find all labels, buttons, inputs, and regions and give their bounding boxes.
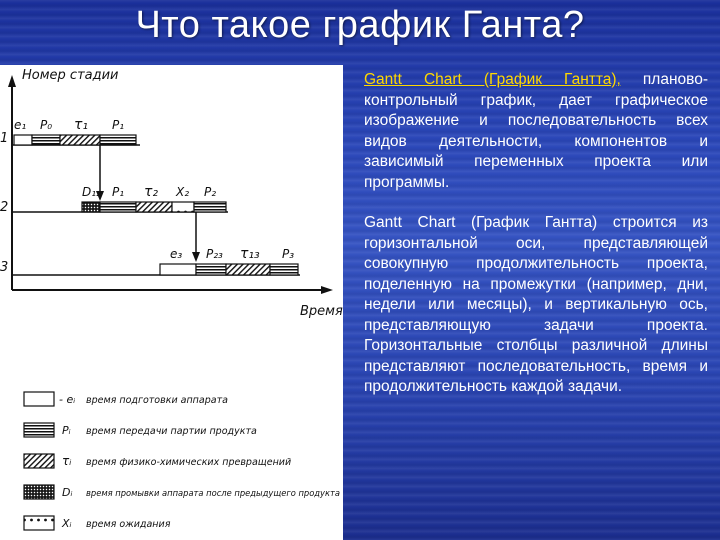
y-axis-label: Номер стадии xyxy=(22,68,119,83)
label-e1: e₁ xyxy=(14,118,27,132)
stage-3-bars xyxy=(160,246,298,275)
stage-1-bars xyxy=(14,117,136,145)
construction-paragraph: Gantt Chart (График Гантта) строится из горизонтальной оси, представляющей совокупную продолжительность проекта, поделенную на промежутки (например, дни, недели или месяцы), и вертикальную ось, представляющую задачи проекта. Горизонтальные столбцы различной длины представляют последовательность, время и продолжительность каждой задачи. xyxy=(364,214,708,395)
label-tau1: τ₁ xyxy=(74,117,89,133)
bar-p1-2 xyxy=(100,202,136,212)
legend-item-setup xyxy=(24,392,228,406)
legend xyxy=(24,392,340,530)
bar-d12 xyxy=(82,202,100,212)
bar-p0 xyxy=(32,135,60,145)
legend-sym-waiting: Xᵢ xyxy=(62,517,72,530)
label-e3: e₃ xyxy=(170,247,183,261)
label-tau13: τ₁₃ xyxy=(240,246,260,262)
label-p2: P₂ xyxy=(204,185,217,199)
label-p1: P₁ xyxy=(112,118,125,132)
label-p1-2: P₁ xyxy=(112,185,125,199)
legend-item-transfer xyxy=(24,423,257,437)
bar-e3 xyxy=(160,264,196,275)
label-p0: P₀ xyxy=(40,118,53,132)
label-p23: P₂₃ xyxy=(206,247,223,261)
row-label-2: 2 xyxy=(0,200,9,215)
gantt-diagram xyxy=(0,65,343,540)
label-d12: D₁₂ xyxy=(82,185,101,199)
stage-2-bars xyxy=(82,184,226,212)
bar-x2 xyxy=(172,202,194,212)
label-p3: P₃ xyxy=(282,247,295,261)
y-axis xyxy=(8,75,16,290)
legend-text-reaction: время физико-химических превращений xyxy=(86,457,292,468)
legend-item-washing xyxy=(24,485,340,499)
legend-sym-reaction: τᵢ xyxy=(62,454,72,468)
bar-p23 xyxy=(196,264,226,275)
transition-arrow-2-3 xyxy=(192,212,200,262)
label-x2: X₂ xyxy=(176,185,190,199)
bar-tau1 xyxy=(60,135,100,145)
bar-tau13 xyxy=(226,264,270,275)
legend-sym-setup: - eᵢ xyxy=(59,393,76,406)
legend-text-transfer: время передачи партии продукта xyxy=(86,426,257,437)
bar-p1 xyxy=(100,135,136,145)
definition-paragraph xyxy=(364,70,708,193)
gantt-chart-term: Gantt Chart (График Гантта), xyxy=(364,71,621,88)
legend-item-waiting xyxy=(24,516,171,530)
row-label-1: 1 xyxy=(0,131,9,146)
legend-sym-transfer: Pᵢ xyxy=(62,424,71,437)
gantt-figure xyxy=(0,65,343,540)
legend-text-setup: время подготовки аппарата xyxy=(86,395,228,406)
x-axis xyxy=(12,286,333,294)
bar-p3 xyxy=(270,264,298,275)
definition-text: планово-контрольный график, дает графическое изображение и последовательность всех видов деятельности, компонентов и зависимый переменных проекта или программы. xyxy=(364,71,708,191)
legend-text-washing: время промывки аппарата после предыдущего продукта xyxy=(86,489,340,499)
row-label-3: 3 xyxy=(0,260,9,275)
legend-text-waiting: время ожидания xyxy=(86,519,171,530)
bar-e1 xyxy=(14,135,32,145)
bar-p2 xyxy=(194,202,226,212)
legend-sym-washing: Dᵢ xyxy=(62,486,73,499)
label-tau2: τ₂ xyxy=(144,184,159,200)
x-axis-label: Время xyxy=(300,304,343,319)
legend-item-reaction xyxy=(24,454,291,468)
slide-title: Что такое график Ганта? xyxy=(135,4,585,46)
bar-tau2 xyxy=(136,202,172,212)
description-text xyxy=(364,70,708,398)
